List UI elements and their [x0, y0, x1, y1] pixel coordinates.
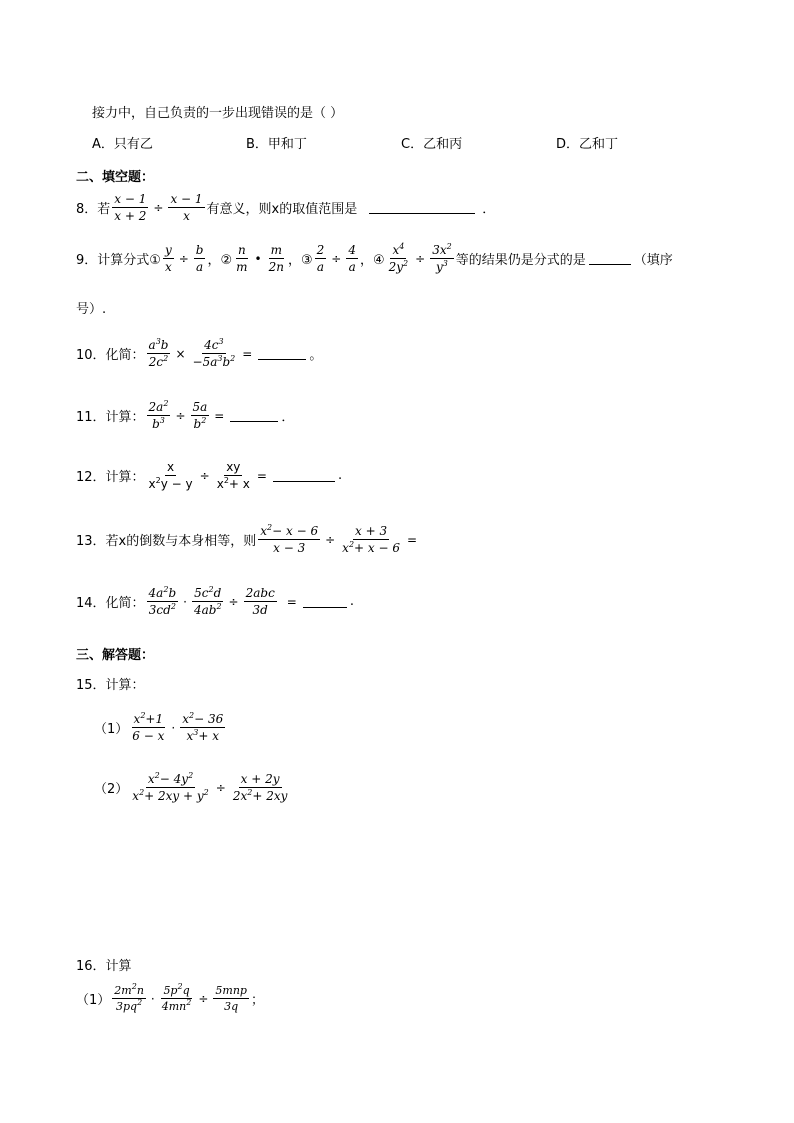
q7-option-c[interactable]: C．乙和丙	[401, 137, 463, 152]
question-9: 9．计算分式① $\frac{y}{x}$ ÷ $\frac{b}{a}$ ，② $\frac{n}{m}$ • $\frac{m}{2n}$ ，③ $\frac{2}{a}$ ÷ $\frac{4}{a}$ ，④ $\frac{x^4}{2y^2}$ ÷ $\frac{3x^2}{y^3}$ 等的结果仍是分式的是 （填序	[76, 242, 673, 274]
question-8: 8．若 $\frac{x - 1}{x + 2}$ ÷ $\frac{x - 1}{x}$ 有意义，则x的取值范围是 ．	[76, 192, 496, 223]
q7-option-b[interactable]: B．甲和丁	[246, 137, 307, 152]
question-15-title: 15．计算：	[76, 678, 145, 693]
q7-option-d[interactable]: D．乙和丁	[556, 137, 619, 152]
question-16-part1: （1） $\frac{2m^2n}{3pq^2}$ · $\frac{5p^2q}{4mn^2}$ ÷ $\frac{\text{5mnp}}{3q}$ ；	[76, 982, 264, 1013]
fraction: $\frac{x - 1}{x}$	[170, 192, 203, 223]
section-fill-in-title: 二、填空题：	[76, 170, 155, 185]
fraction: $\frac{x - 1}{x + 2}$	[114, 192, 147, 223]
answer-blank[interactable]	[230, 409, 278, 422]
question-13: 13．若x的倒数与本身相等，则 $\frac{x^2- x - 6}{x - 3}$ ÷ $\frac{x + 3}{x^2+ x - 6}$ =	[76, 523, 418, 555]
q7-stem: 接力中，自己负责的一步出现错误的是（ ）	[92, 106, 344, 121]
section-answer-title: 三、解答题：	[76, 648, 155, 663]
answer-blank[interactable]	[258, 347, 306, 360]
answer-blank[interactable]	[589, 252, 631, 265]
question-14: 14．化简： $\frac{4a^2b}{3cd^2}$ · $\frac{5c^2d}{4ab^2}$ ÷ $\frac{\text{2abc}}{3d}$ = .	[76, 585, 354, 617]
question-12: 12．计算： $\frac{x}{x^2y - y}$ ÷ $\frac{xy}{x^2+ x}$ = .	[76, 460, 343, 491]
question-9-line2: 号）.	[76, 302, 107, 317]
question-15-part2: （2） $\frac{x^2- 4y^2}{x^2+ 2xy + y^2}$ ÷ $\frac{x + 2y}{2x^2+ 2xy}$	[94, 771, 288, 803]
answer-blank[interactable]	[369, 201, 475, 214]
question-11: 11．计算： $\frac{2a^2}{b^3}$ ÷ $\frac{5a}{b^2}$ = ．	[76, 399, 295, 431]
answer-blank[interactable]	[303, 595, 347, 608]
question-10: 10．化简： $\frac{a^3b}{2c^2}$ × $\frac{4c^3}{-5a^3b^2}$ = 。	[76, 337, 323, 369]
answer-blank[interactable]	[273, 469, 335, 482]
question-15-part1: （1） $\frac{x^2+1}{6 - x}$ · $\frac{x^2- 36}{x^3+ x}$	[94, 711, 224, 743]
q7-option-a[interactable]: A．只有乙	[92, 137, 153, 152]
question-16-title: 16．计算	[76, 959, 132, 974]
